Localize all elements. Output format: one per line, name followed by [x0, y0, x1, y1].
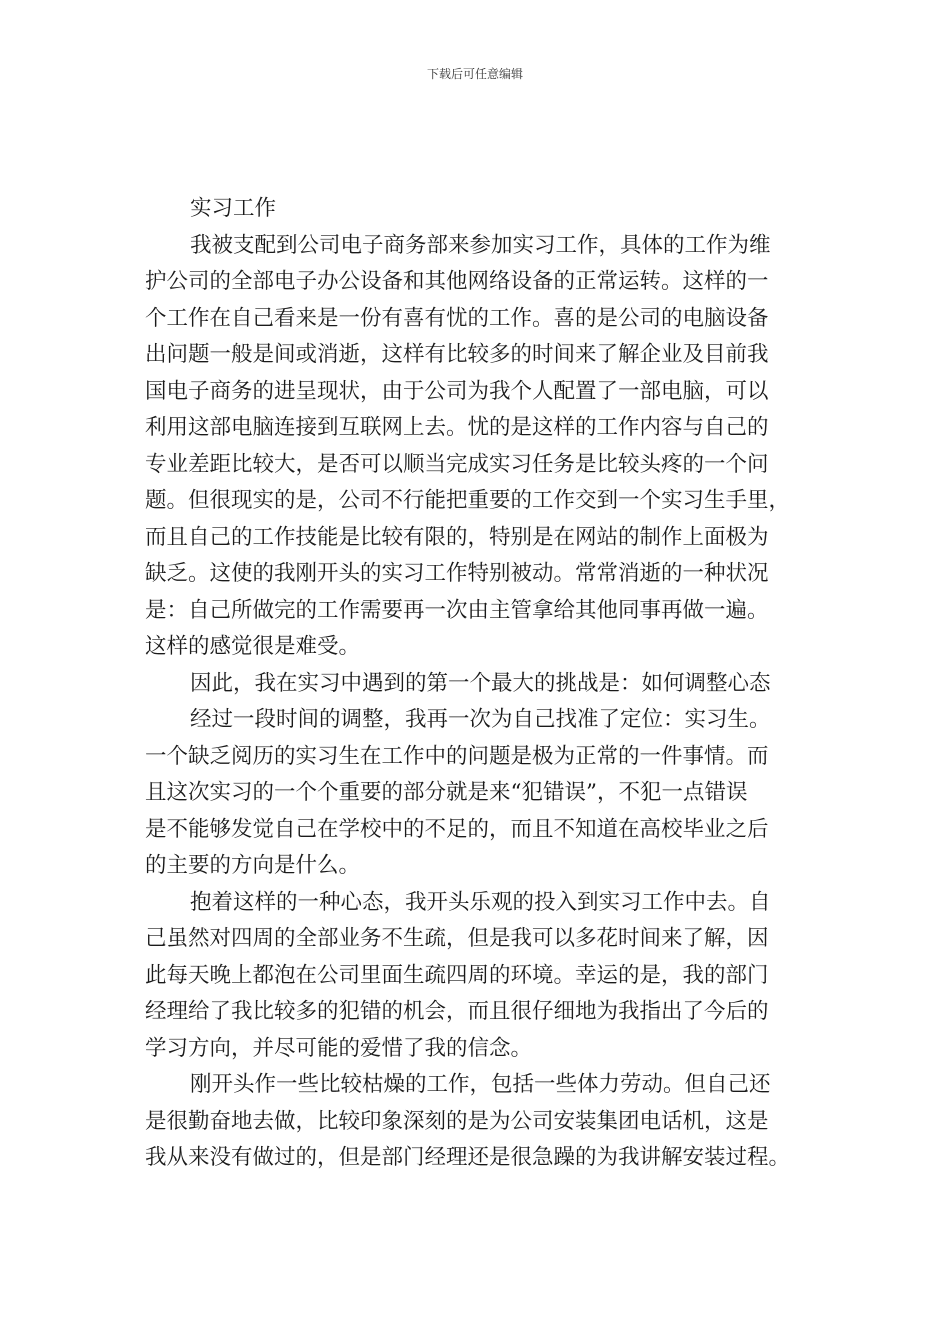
page-header: 下载后可任意编辑 [426, 67, 523, 81]
text-line: 刚开头作一些比较枯燥的工作，包括一些体力劳动。但自己还 [190, 1072, 771, 1097]
text-line: 出问题一般是间或消逝，这样有比较多的时间来了解企业及目前我 [145, 342, 769, 367]
text-line: 题。但很现实的是，公司不行能把重要的工作交到一个实习生手里， [145, 488, 791, 513]
text-line: 抱着这样的一种心态，我开头乐观的投入到实习工作中去。自 [190, 889, 771, 915]
text-line: 且这次实习的一个个重要的部分就是来“犯错误”，不犯一点错误 [145, 780, 748, 805]
text-line: 而且自己的工作技能是比较有限的，特别是在网站的制作上面极为 [145, 524, 769, 550]
text-line: 此每天晚上都泡在公司里面生疏四周的环境。幸运的是，我的部门 [145, 962, 769, 988]
section-heading: 实习工作 [190, 196, 277, 221]
text-line: 我被支配到公司电子商务部来参加实习工作，具体的工作为维 [190, 232, 771, 258]
text-line: 学习方向，并尽可能的爱惜了我的信念。 [145, 1035, 533, 1061]
text-line: 己虽然对四周的全部业务不生疏，但是我可以多花时间来了解，因 [145, 926, 769, 951]
text-line: 一个缺乏阅历的实习生在工作中的问题是极为正常的一件事情。而 [145, 743, 769, 769]
text-line: 利用这部电脑连接到互联网上去。忧的是这样的工作内容与自己的 [145, 415, 769, 440]
text-line: 的主要的方向是什么。 [145, 853, 361, 878]
text-line: 是很勤奋地去做，比较印象深刻的是为公司安装集团电话机，这是 [145, 1108, 769, 1134]
text-line: 因此，我在实习中遇到的第一个最大的挑战是：如何调整心态 [190, 670, 771, 696]
text-line: 我从来没有做过的，但是部门经理还是很急躁的为我讲解安装过程。 [145, 1145, 791, 1170]
document-body [145, 191, 815, 1177]
text-line: 经过一段时间的调整，我再一次为自己找准了定位：实习生。 [190, 707, 771, 732]
text-line: 这样的感觉很是难受。 [145, 634, 361, 659]
text-line: 是：自己所做完的工作需要再一次由主管拿给其他同事再做一遍。 [145, 597, 769, 623]
text-line: 是不能够发觉自己在学校中的不足的，而且不知道在高校毕业之后 [145, 816, 769, 842]
text-line: 专业差距比较大，是否可以顺当完成实习任务是比较头疼的一个问 [145, 451, 769, 477]
text-line: 国电子商务的进呈现状，由于公司为我个人配置了一部电脑，可以 [145, 378, 769, 404]
text-line: 经理给了我比较多的犯错的机会，而且很仔细地为我指出了今后的 [145, 999, 769, 1024]
text-line: 护公司的全部电子办公设备和其他网络设备的正常运转。这样的一 [145, 269, 769, 294]
text-line: 缺乏。这使的我刚开头的实习工作特别被动。常常消逝的一种状况 [145, 561, 769, 586]
text-line: 个工作在自己看来是一份有喜有忧的工作。喜的是公司的电脑设备 [145, 305, 769, 331]
